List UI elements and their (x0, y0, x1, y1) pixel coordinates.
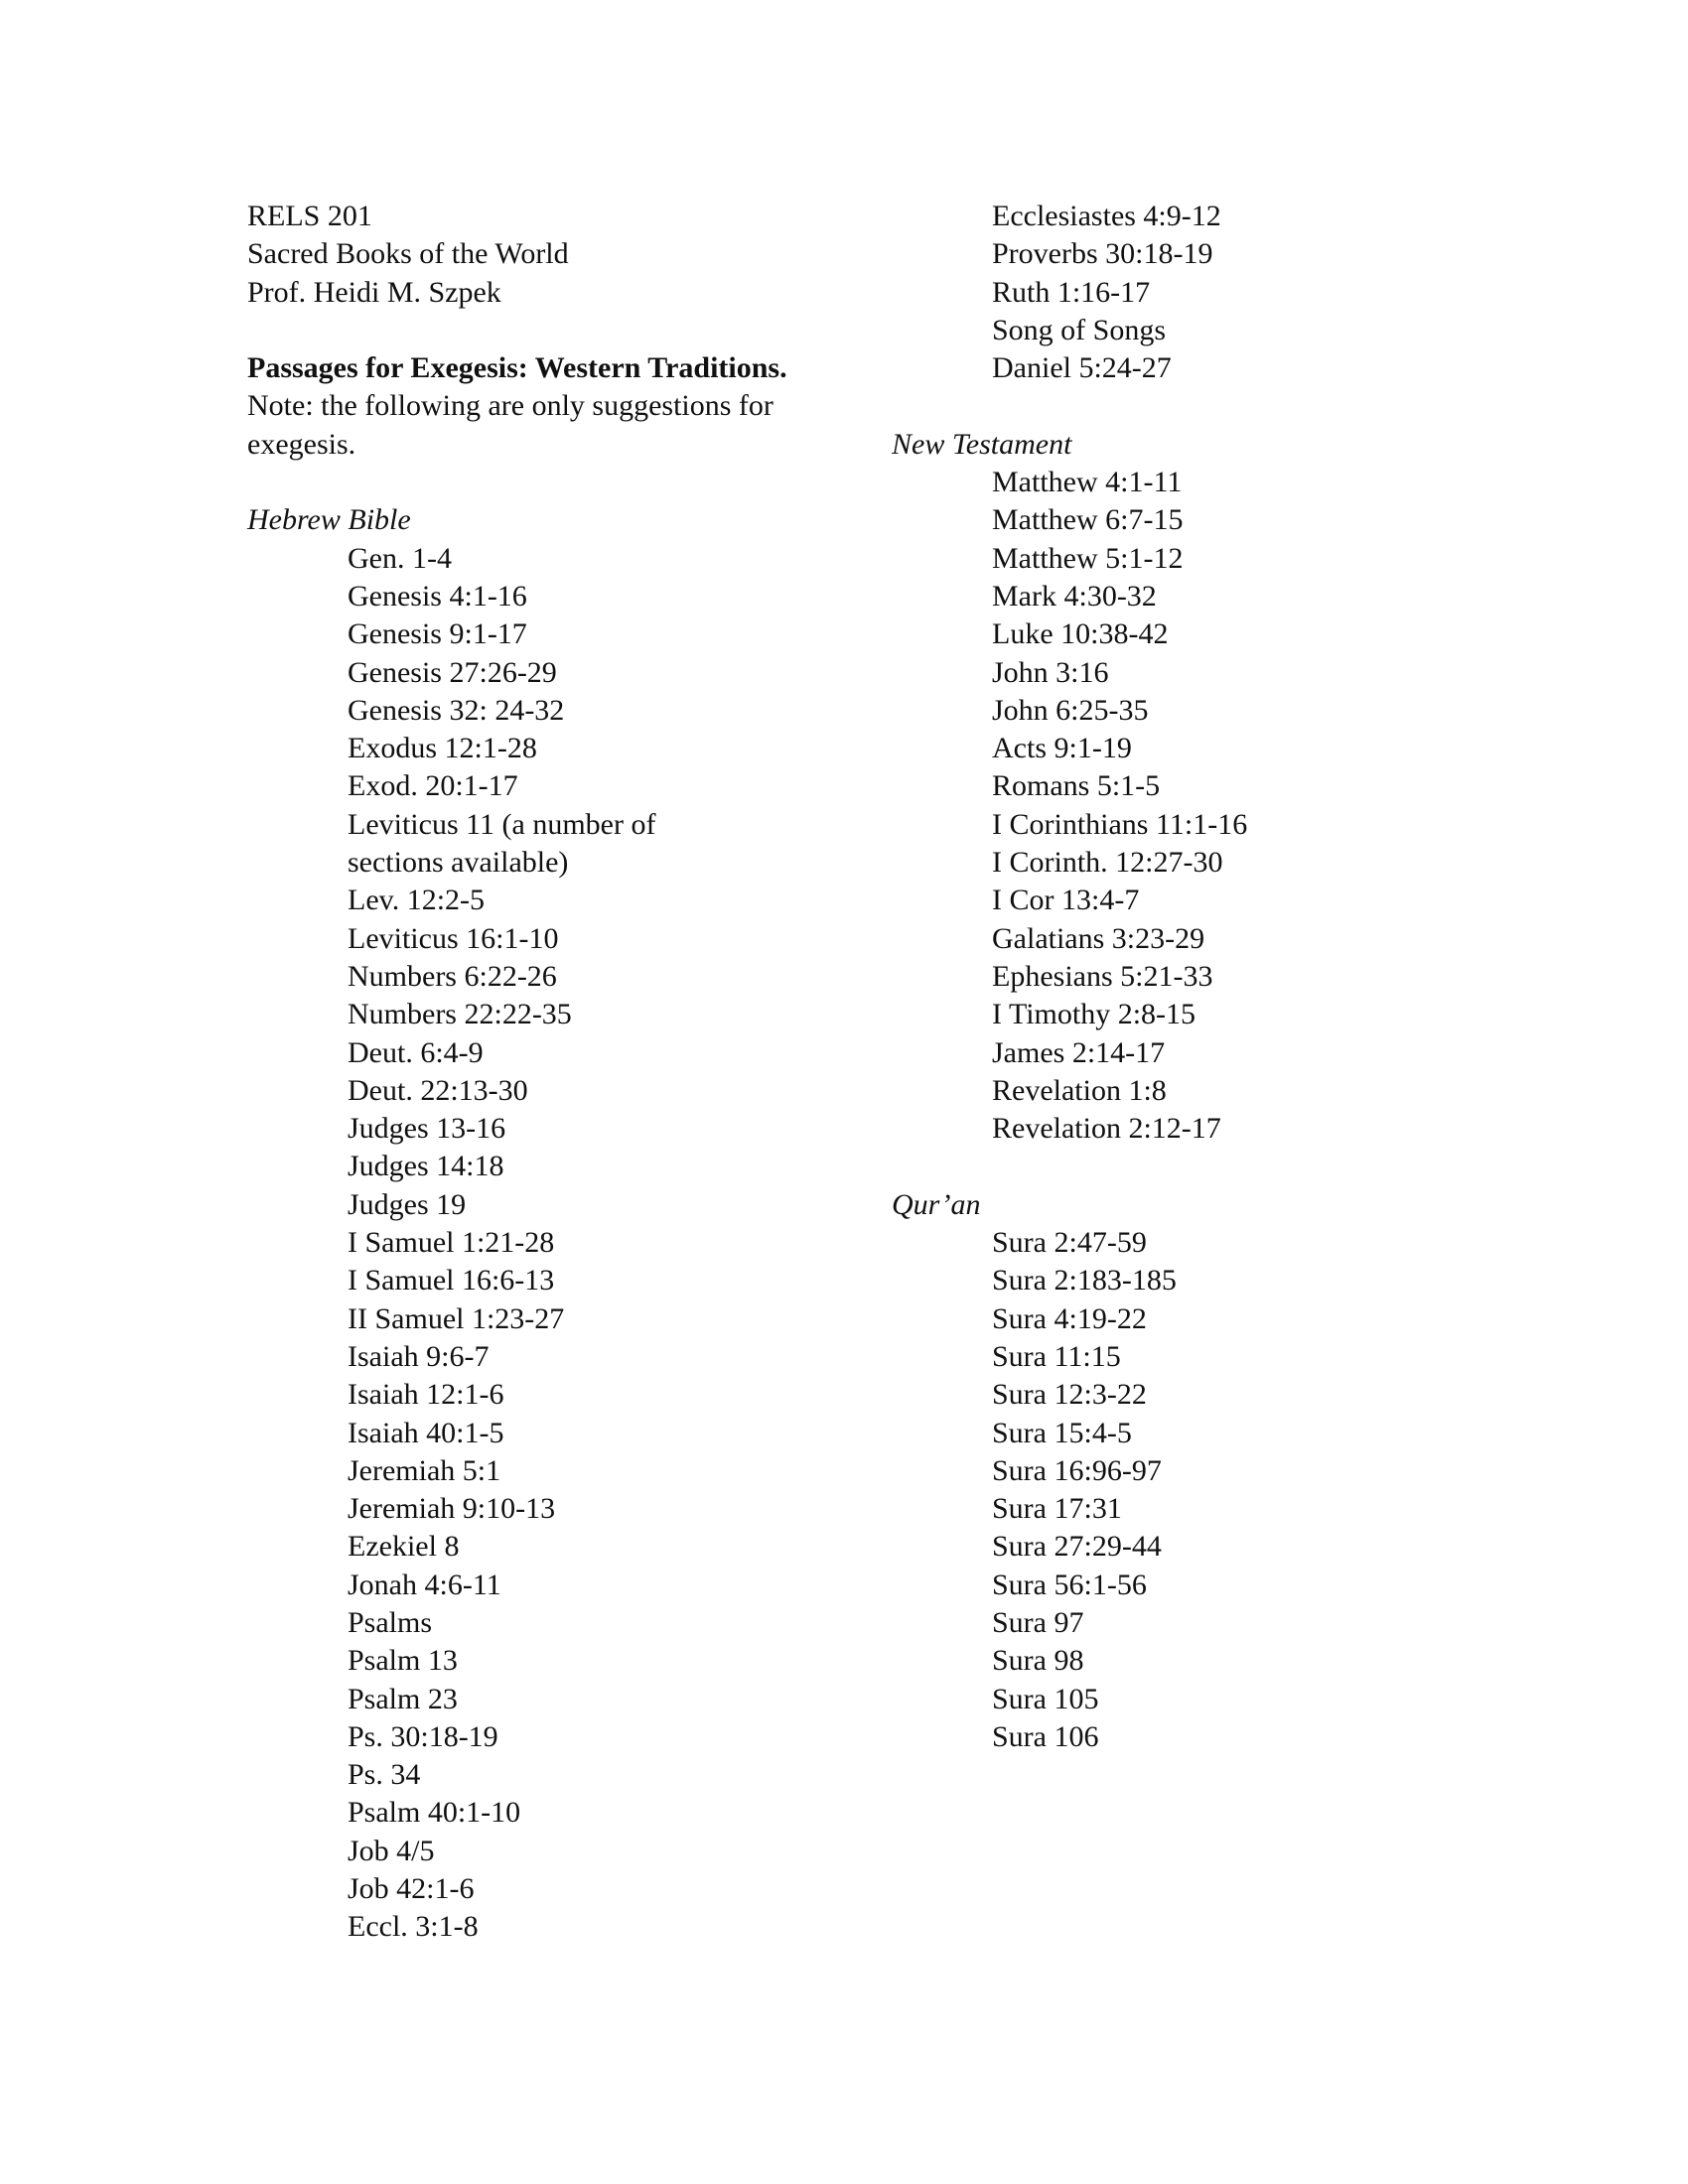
list-item: Sura 16:96-97 (992, 1453, 1162, 1487)
list-item: Job 42:1-6 (348, 1872, 475, 1906)
list-item: Sura 11:15 (992, 1339, 1121, 1373)
list-item: Genesis 4:1-16 (348, 579, 527, 613)
list-item: Job 4/5 (348, 1834, 435, 1867)
list-item: Numbers 6:22-26 (348, 959, 557, 993)
list-item: Genesis 27:26-29 (348, 655, 557, 689)
section-title-hebrew-bible: Hebrew Bible (247, 503, 411, 537)
list-item: Sura 27:29-44 (992, 1530, 1162, 1564)
list-item: Genesis 9:1-17 (348, 617, 527, 651)
list-item: I Corinthians 11:1-16 (992, 807, 1248, 841)
list-item: Psalm 40:1-10 (348, 1796, 521, 1830)
hebrew-bible-list-continued (892, 198, 1448, 387)
list-item: Deut. 6:4-9 (348, 1035, 484, 1069)
list-item: Matthew 4:1-11 (992, 466, 1183, 499)
left-column (247, 198, 833, 1947)
list-item: Psalm 13 (348, 1644, 458, 1678)
list-item: Jonah 4:6-11 (348, 1568, 501, 1601)
list-item: Gen. 1-4 (348, 541, 452, 575)
spacer (247, 312, 833, 349)
list-item: Psalms (348, 1605, 433, 1639)
list-item: Judges 13-16 (348, 1112, 506, 1146)
list-item: Judges 19 (348, 1187, 467, 1221)
list-item: Ps. 30:18-19 (348, 1719, 498, 1753)
list-item: Isaiah 40:1-5 (348, 1416, 504, 1449)
list-item: Sura 98 (992, 1644, 1084, 1678)
instructor-name: Prof. Heidi M. Szpek (247, 275, 501, 309)
list-item: Matthew 5:1-12 (992, 541, 1184, 575)
list-item: Song of Songs (992, 313, 1167, 346)
list-item: Lev. 12:2-5 (348, 884, 486, 917)
list-item: Ephesians 5:21-33 (992, 959, 1213, 993)
list-item: Sura 17:31 (992, 1492, 1122, 1526)
list-item: John 6:25-35 (992, 693, 1149, 727)
list-item: Daniel 5:24-27 (992, 351, 1172, 385)
spacer (892, 1148, 1448, 1185)
section-title-quran: Qur’an (892, 1187, 981, 1221)
list-item: Judges 14:18 (348, 1150, 504, 1183)
section-title-new-testament: New Testament (892, 427, 1072, 461)
list-item: Luke 10:38-42 (992, 617, 1169, 651)
list-item: Sura 12:3-22 (992, 1378, 1147, 1412)
list-item: Galatians 3:23-29 (992, 921, 1205, 955)
list-item: Sura 106 (992, 1719, 1099, 1753)
list-item: Numbers 22:22-35 (348, 998, 572, 1031)
list-item: Deut. 22:13-30 (348, 1073, 528, 1107)
list-item: Exod. 20:1-17 (348, 769, 518, 803)
list-item: I Corinth. 12:27-30 (992, 846, 1223, 880)
list-item: Acts 9:1-19 (992, 732, 1132, 765)
new-testament-list (892, 464, 1448, 1148)
list-item: Ps. 34 (348, 1758, 421, 1792)
spacer (892, 387, 1448, 425)
quran-list (892, 1224, 1448, 1756)
list-item: John 3:16 (992, 655, 1109, 689)
list-item: Exodus 12:1-28 (348, 732, 537, 765)
intro-note: Note: the following are only suggestions for exegesis. (247, 389, 774, 461)
list-item: Proverbs 30:18-19 (992, 237, 1213, 271)
course-code: RELS 201 (247, 200, 372, 232)
list-item: Ecclesiastes 4:9-12 (992, 200, 1221, 232)
course-title: Sacred Books of the World (247, 237, 569, 271)
intro-heading: Passages for Exegesis: Western Traditions. (247, 351, 787, 385)
list-item: Leviticus 16:1-10 (348, 921, 559, 955)
list-item: Sura 2:183-185 (992, 1264, 1177, 1297)
list-item: Sura 105 (992, 1682, 1099, 1715)
list-item: Isaiah 12:1-6 (348, 1378, 504, 1412)
list-item: Sura 15:4-5 (992, 1416, 1132, 1449)
list-item: Ruth 1:16-17 (992, 275, 1151, 309)
list-item: Ezekiel 8 (348, 1530, 460, 1564)
intro-paragraph (247, 349, 803, 464)
list-item: I Samuel 1:21-28 (348, 1226, 555, 1260)
list-item: Sura 2:47-59 (992, 1226, 1147, 1260)
list-item: Sura 97 (992, 1605, 1084, 1639)
right-column (892, 198, 1448, 1756)
list-item: Revelation 2:12-17 (992, 1112, 1221, 1146)
list-item: Psalm 23 (348, 1682, 458, 1715)
list-item: Isaiah 9:6-7 (348, 1339, 490, 1373)
list-item: Eccl. 3:1-8 (348, 1910, 479, 1944)
list-item: Revelation 1:8 (992, 1073, 1167, 1107)
list-item: Genesis 32: 24-32 (348, 693, 565, 727)
hebrew-bible-list (247, 540, 833, 1947)
list-item: I Samuel 16:6-13 (348, 1264, 555, 1297)
list-item: Mark 4:30-32 (992, 579, 1157, 613)
list-item: I Timothy 2:8-15 (992, 998, 1196, 1031)
list-item: James 2:14-17 (992, 1035, 1166, 1069)
list-item: Sura 4:19-22 (992, 1301, 1147, 1335)
list-item: Sura 56:1-56 (992, 1568, 1147, 1601)
list-item: Leviticus 11 (a number of sections available) (348, 807, 656, 880)
list-item: Jeremiah 9:10-13 (348, 1492, 556, 1526)
list-item: Romans 5:1-5 (992, 769, 1161, 803)
list-item: I Cor 13:4-7 (992, 884, 1140, 917)
spacer (247, 464, 833, 501)
list-item: Jeremiah 5:1 (348, 1453, 501, 1487)
list-item: II Samuel 1:23-27 (348, 1301, 565, 1335)
list-item: Matthew 6:7-15 (992, 503, 1184, 537)
